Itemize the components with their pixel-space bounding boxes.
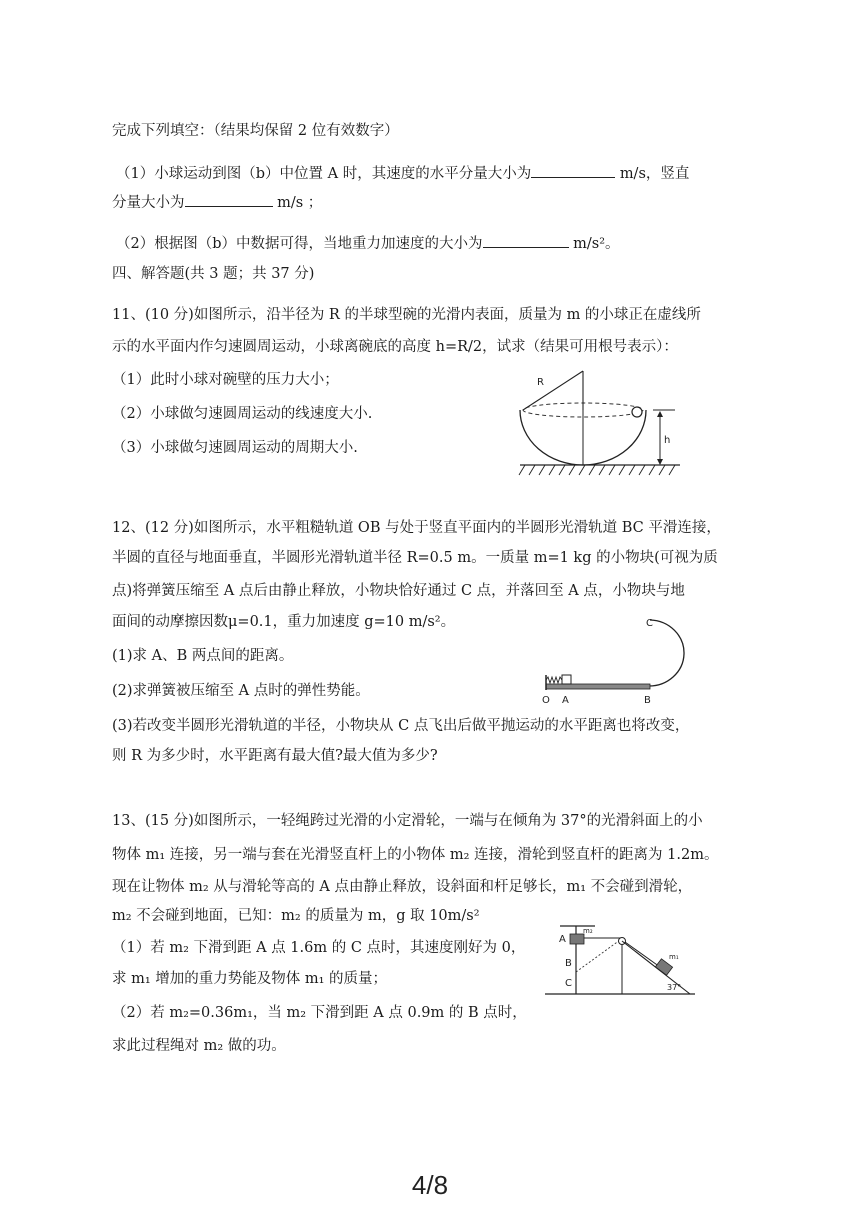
p12-q1: (1)求 A、B 两点间的距离。 bbox=[112, 648, 294, 664]
track-label-c: C bbox=[646, 618, 653, 629]
p12-q3-line2: 则 R 为多少时，水平距离有最大值?最大值为多少? bbox=[112, 748, 438, 764]
answer-blank-gravity[interactable] bbox=[483, 233, 569, 248]
p11-q1: （1）此时小球对碗壁的压力大小； bbox=[112, 372, 339, 388]
p12-q2: (2)求弹簧被压缩至 A 点时的弹性势能。 bbox=[112, 683, 370, 699]
p13-q2-line1: （2）若 m₂=0.36m₁，当 m₂ 下滑到距 A 点 0.9m 的 B 点时， bbox=[112, 1005, 527, 1021]
pulley-label-b: B bbox=[565, 958, 572, 969]
pulley-label-m1: m₁ bbox=[669, 953, 679, 961]
p11-line2: 示的水平面内作匀速圆周运动，小球离碗底的高度 h=R/2，试求（结果可用根号表示）： bbox=[112, 339, 678, 355]
pulley-label-angle: 37° bbox=[667, 983, 682, 992]
p11-q2: （2）小球做匀速圆周运动的线速度大小. bbox=[112, 406, 373, 422]
p13-q2-line2: 求此过程绳对 m₂ 做的功。 bbox=[112, 1038, 286, 1054]
page-number: 4/8 bbox=[411, 1170, 449, 1200]
fill-q1-unit2: m/s ； bbox=[277, 195, 323, 211]
pulley-label-c: C bbox=[565, 978, 572, 989]
pulley-label-a: A bbox=[559, 934, 566, 945]
track-label-b: B bbox=[644, 695, 651, 706]
fill-q1-text2: 分量大小为 bbox=[112, 195, 185, 211]
fill-q1-line2 bbox=[112, 192, 322, 213]
fill-q2-unit: m/s²。 bbox=[573, 236, 620, 252]
track-figure bbox=[540, 615, 690, 710]
p12-line2: 半圆的直径与地面垂直，半圆形光滑轨道半径 R=0.5 m。一质量 m=1 kg 的小物块(可视为质 bbox=[112, 550, 718, 566]
p11-line1: 11、(10 分)如图所示，沿半径为 R 的半球型碗的光滑内表面，质量为 m 的小球正在虚线所 bbox=[112, 307, 701, 323]
fill-intro: 完成下列填空：（结果均保留 2 位有效数字） bbox=[112, 123, 399, 139]
fill-q1-unit: m/s，竖直 bbox=[619, 166, 690, 182]
p13-line4: m₂ 不会碰到地面，已知：m₂ 的质量为 m，g 取 10m/s² bbox=[112, 908, 480, 924]
p12-line3: 点)将弹簧压缩至 A 点后由静止释放，小物块恰好通过 C 点，并落回至 A 点，小物块与地 bbox=[112, 583, 685, 599]
answer-blank-vertical-velocity[interactable] bbox=[185, 192, 273, 207]
section-heading: 四、解答题(共 3 题；共 37 分) bbox=[112, 266, 315, 282]
p12-q3-line1: (3)若改变半圆形光滑轨道的半径，小物块从 C 点飞出后做平抛运动的水平距离也将改变， bbox=[112, 718, 690, 734]
p13-q1-line1: （1）若 m₂ 下滑到距 A 点 1.6m 的 C 点时，其速度刚好为 0， bbox=[112, 940, 526, 956]
fill-q1-text: （1）小球运动到图（b）中位置 A 时，其速度的水平分量大小为 bbox=[116, 166, 532, 182]
bowl-label-r: R bbox=[537, 377, 544, 388]
bowl-label-h: h bbox=[664, 435, 671, 446]
fill-q2-line bbox=[116, 233, 620, 254]
track-label-o: O bbox=[542, 695, 550, 706]
bowl-figure bbox=[515, 365, 685, 480]
fill-q2-text: （2）根据图（b）中数据可得，当地重力加速度的大小为 bbox=[116, 236, 483, 252]
fill-q1-line1 bbox=[116, 163, 689, 184]
p13-line1: 13、(15 分)如图所示，一轻绳跨过光滑的小定滑轮，一端与在倾角为 37°的光滑斜面上的小 bbox=[112, 813, 703, 829]
p12-line4: 面间的动摩擦因数μ=0.1，重力加速度 g=10 m/s²。 bbox=[112, 614, 456, 630]
p13-line3: 现在让物体 m₂ 从与滑轮等高的 A 点由静止释放，设斜面和杆足够长，m₁ 不会碰到滑轮， bbox=[112, 879, 693, 895]
p12-line1: 12、(12 分)如图所示，水平粗糙轨道 OB 与处于竖直平面内的半圆形光滑轨道 BC 平滑连接， bbox=[112, 520, 721, 536]
p13-line2: 物体 m₁ 连接，另一端与套在光滑竖直杆上的小物体 m₂ 连接，滑轮到竖直杆的距离为 1.2m。 bbox=[112, 847, 719, 863]
p13-q1-line2: 求 m₁ 增加的重力势能及物体 m₁ 的质量； bbox=[112, 971, 388, 987]
pulley-label-m2: m₂ bbox=[583, 927, 593, 935]
pulley-figure bbox=[545, 922, 695, 1002]
p11-q3: （3）小球做匀速圆周运动的周期大小. bbox=[112, 440, 358, 456]
answer-blank-horizontal-velocity[interactable] bbox=[531, 163, 615, 178]
track-label-a: A bbox=[562, 695, 569, 706]
